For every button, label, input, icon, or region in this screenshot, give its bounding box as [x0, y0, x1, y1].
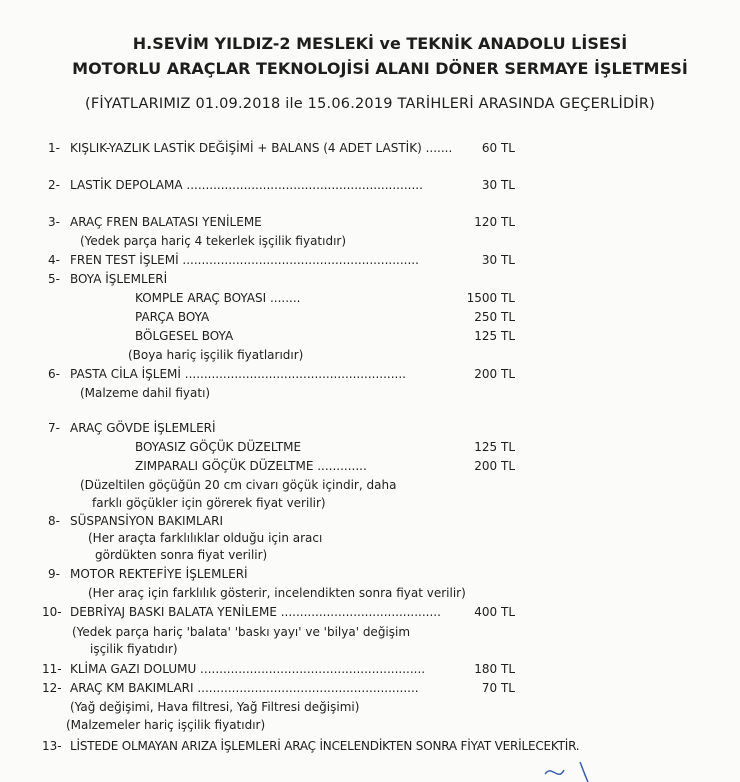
item-number: 11-: [42, 662, 62, 676]
item-price: 70 TL: [481, 681, 515, 695]
item-note: (Malzemeler hariç işçilik fiyatıdır): [66, 718, 266, 732]
item-note: (Yedek parça hariç 4 tekerlek işçilik fiyatıdır): [80, 234, 347, 248]
item-number: 2-: [48, 178, 60, 192]
item-text: KLİMA GAZI DOLUMU ...........................................................: [70, 662, 426, 676]
item-number: 12-: [42, 681, 62, 695]
subitem-text: ZIMPARALI GÖÇÜK DÜZELTME .............: [135, 459, 367, 473]
item-text: ARAÇ FREN BALATASI YENİLEME: [70, 215, 262, 229]
subitem-text: BÖLGESEL BOYA: [135, 329, 234, 343]
item-note: farklı göçükler için görerek fiyat verilir): [92, 496, 326, 510]
item-number: 4-: [48, 253, 60, 267]
item-number: 3-: [48, 215, 60, 229]
item-note: (Boya hariç işçilik fiyatlarıdır): [128, 348, 304, 362]
item-text: LİSTEDE OLMAYAN ARIZA İŞLEMLERİ ARAÇ İNCELENDİKTEN SONRA FİYAT VERİLECEKTİR.: [70, 739, 580, 753]
item-number: 10-: [42, 605, 62, 619]
subitem-text: KOMPLE ARAÇ BOYASI ........: [135, 291, 301, 305]
item-number: 5-: [48, 272, 60, 286]
signature-mark: [540, 752, 600, 782]
item-note: (Düzeltilen göçüğün 20 cm civarı göçük içindir, daha: [80, 478, 397, 492]
item-number: 8-: [48, 514, 60, 528]
item-price: 120 TL: [474, 215, 515, 229]
item-text: DEBRİYAJ BASKI BALATA YENİLEME ..........................................: [70, 605, 441, 619]
validity-period: (FİYATLARIMIZ 01.09.2018 ile 15.06.2019 TARİHLERİ ARASINDA GEÇERLİDİR): [85, 96, 655, 112]
item-text: PASTA CİLA İŞLEMİ ..........................................................: [70, 367, 406, 381]
item-text: LASTİK DEPOLAMA ..............................................................: [70, 178, 423, 192]
item-note: (Her araç için farklılık gösterir, incelendikten sonra fiyat verilir): [88, 586, 466, 600]
item-number: 9-: [48, 567, 60, 581]
item-note: (Yedek parça hariç 'balata' 'baskı yayı' ve 'bilya' değişim: [72, 625, 411, 639]
item-number: 7-: [48, 421, 60, 435]
item-text: BOYA İŞLEMLERİ: [70, 272, 168, 286]
item-note: gördükten sonra fiyat verilir): [95, 548, 268, 562]
item-note: (Yağ değişimi, Hava filtresi, Yağ Filtresi değişimi): [70, 700, 360, 714]
item-number: 13-: [42, 739, 62, 753]
subitem-price: 200 TL: [474, 459, 515, 473]
item-price: 400 TL: [474, 605, 515, 619]
item-text: KIŞLIK-YAZLIK LASTİK DEĞİŞİMİ + BALANS (4 ADET LASTİK) .......: [70, 141, 453, 155]
item-price: 30 TL: [481, 253, 515, 267]
item-number: 6-: [48, 367, 60, 381]
subitem-price: 1500 TL: [466, 291, 515, 305]
item-price: 180 TL: [474, 662, 515, 676]
item-price: 200 TL: [474, 367, 515, 381]
department-title: MOTORLU ARAÇLAR TEKNOLOJİSİ ALANI DÖNER SERMAYE İŞLETMESİ: [72, 59, 688, 78]
item-number: 1-: [48, 141, 60, 155]
item-text: SÜSPANSİYON BAKIMLARI: [70, 514, 223, 528]
item-text: ARAÇ KM BAKIMLARI ..........................................................: [70, 681, 419, 695]
item-text: MOTOR REKTEFİYE İŞLEMLERİ: [70, 567, 248, 581]
subitem-text: BOYASIZ GÖÇÜK DÜZELTME: [135, 440, 302, 454]
subitem-price: 250 TL: [474, 310, 515, 324]
subitem-text: PARÇA BOYA: [135, 310, 210, 324]
item-text: ARAÇ GÖVDE İŞLEMLERİ: [70, 421, 216, 435]
school-name: H.SEVİM YILDIZ-2 MESLEKİ ve TEKNİK ANADOLU LİSESİ: [132, 34, 628, 53]
item-price: 60 TL: [481, 141, 515, 155]
subitem-price: 125 TL: [474, 440, 515, 454]
item-note: (Malzeme dahil fiyatı): [80, 386, 211, 400]
item-price: 30 TL: [481, 178, 515, 192]
subitem-price: 125 TL: [474, 329, 515, 343]
item-text: FREN TEST İŞLEMİ ..............................................................: [70, 253, 419, 267]
item-note: (Her araçta farklılıklar olduğu için aracı: [88, 531, 323, 545]
item-note: işçilik fiyatıdır): [90, 642, 178, 656]
